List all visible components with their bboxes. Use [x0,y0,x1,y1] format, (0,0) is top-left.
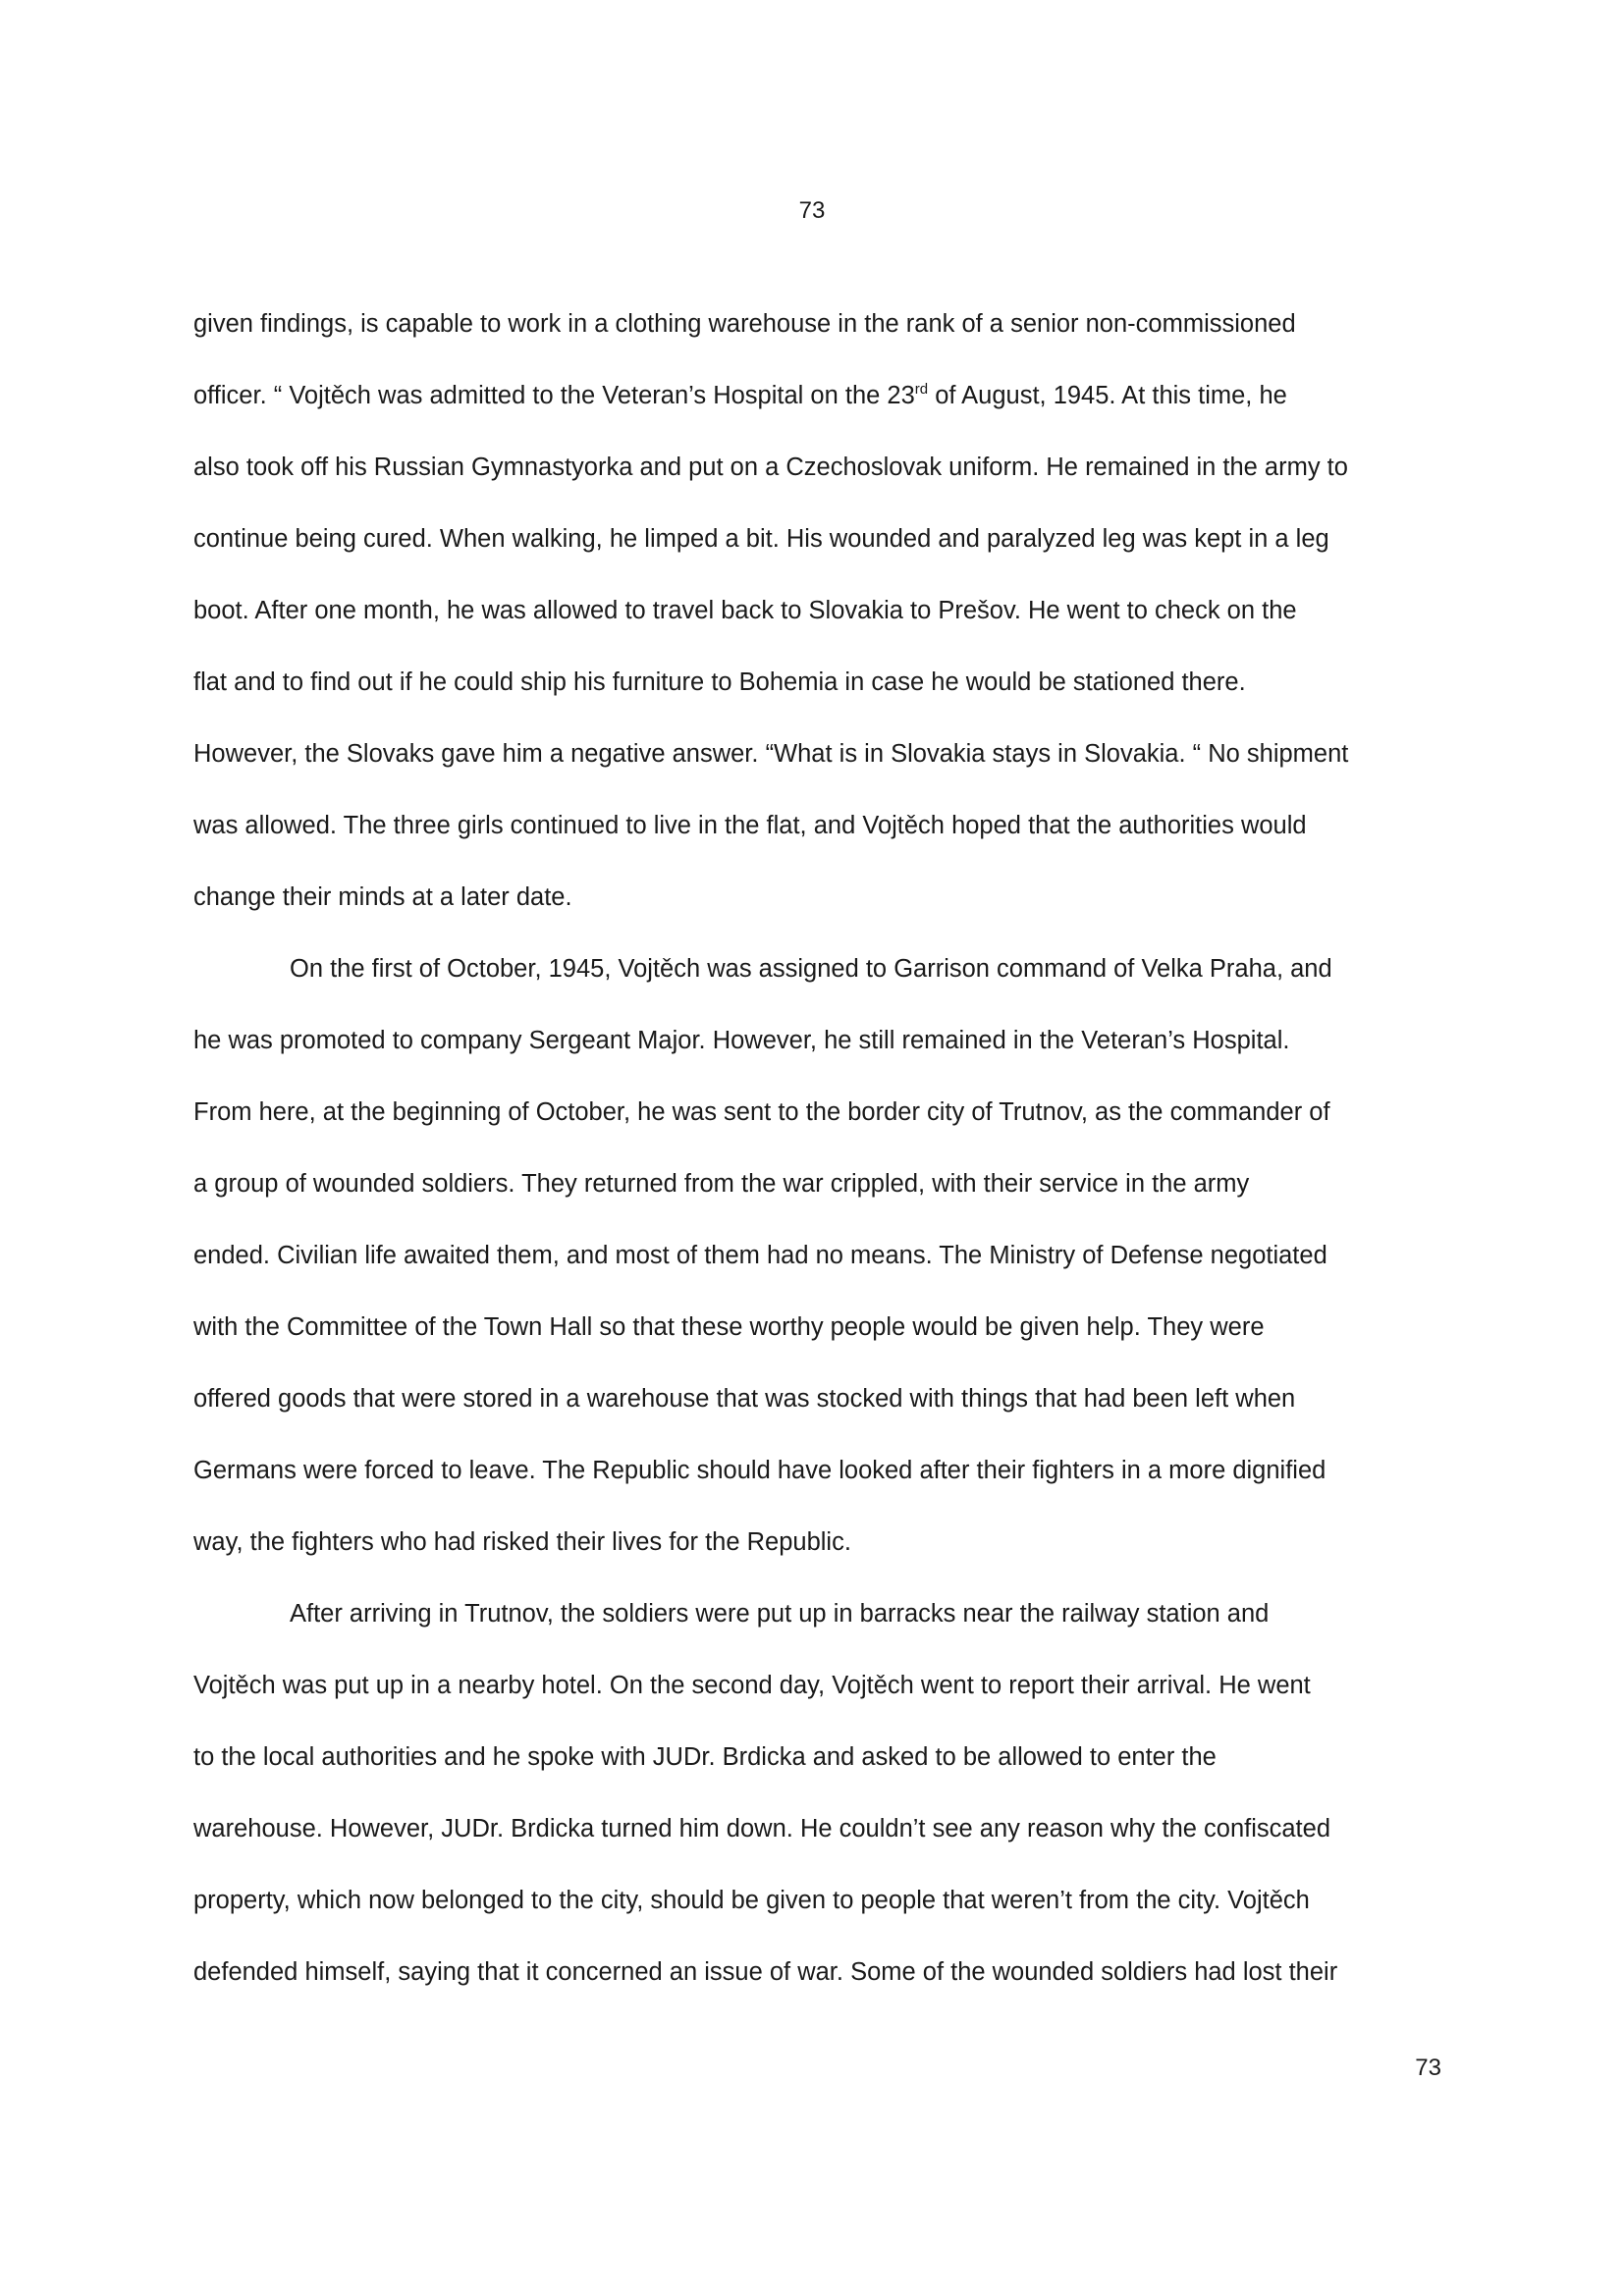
text-line: with the Committee of the Town Hall so that these worthy people would be given help. They were [193,1313,1265,1341]
text-line: property, which now belonged to the city, should be given to people that weren’t from the city. Vojtěch [193,1887,1310,1914]
superscript: rd [914,381,929,398]
text-line: continue being cured. When walking, he limped a bit. His wounded and paralyzed leg was kept in a leg [193,525,1329,553]
text-line: ended. Civilian life awaited them, and most of them had no means. The Ministry of Defense negotiated [193,1242,1327,1269]
text-line [193,360,1436,432]
text-line: flat and to find out if he could ship his furniture to Bohemia in case he would be stationed there. [193,668,1246,696]
text-line: change their minds at a later date. [193,883,572,911]
body-text [193,289,1436,2008]
text-line: also took off his Russian Gymnastyorka and put on a Czechoslovak uniform. He remained in the army to [193,454,1348,481]
text-line: warehouse. However, JUDr. Brdicka turned him down. He couldn’t see any reason why the confiscated [193,1815,1331,1842]
text-segment: officer. “ Vojtěch was admitted to the Veteran’s Hospital on the 23 [193,382,915,409]
page-number-top: 73 [798,197,826,224]
page-number-bottom: 73 [1415,2055,1441,2081]
text-line: given findings, is capable to work in a clothing warehouse in the rank of a senior non-commissioned [193,310,1296,338]
text-line: Vojtěch was put up in a nearby hotel. On the second day, Vojtěch went to report their arrival. He went [193,1672,1311,1699]
text-line: boot. After one month, he was allowed to travel back to Slovakia to Prešov. He went to check on the [193,597,1297,624]
text-line-indented: After arriving in Trutnov, the soldiers were put up in barracks near the railway station and [290,1600,1270,1628]
text-line: offered goods that were stored in a warehouse that was stocked with things that had been left when [193,1385,1296,1413]
text-line: a group of wounded soldiers. They returned from the war crippled, with their service in the army [193,1170,1250,1198]
text-line: However, the Slovaks gave him a negative answer. “What is in Slovakia stays in Slovakia. “ No shipment [193,740,1349,768]
text-line: defended himself, saying that it concerned an issue of war. Some of the wounded soldiers had lost their [193,1958,1338,1986]
text-line: he was promoted to company Sergeant Major. However, he still remained in the Veteran’s Hospital. [193,1027,1290,1054]
text-line: was allowed. The three girls continued to live in the flat, and Vojtěch hoped that the authorities would [193,812,1307,839]
text-line: Germans were forced to leave. The Republic should have looked after their fighters in a more dignified [193,1457,1326,1484]
text-line-indented: On the first of October, 1945, Vojtěch was assigned to Garrison command of Velka Praha, and [290,955,1332,983]
text-line: to the local authorities and he spoke with JUDr. Brdicka and asked to be allowed to enter the [193,1743,1217,1771]
text-segment: of August, 1945. At this time, he [928,382,1287,409]
text-line: From here, at the beginning of October, he was sent to the border city of Trutnov, as the commander of [193,1098,1330,1126]
text-line: way, the fighters who had risked their lives for the Republic. [193,1528,851,1556]
